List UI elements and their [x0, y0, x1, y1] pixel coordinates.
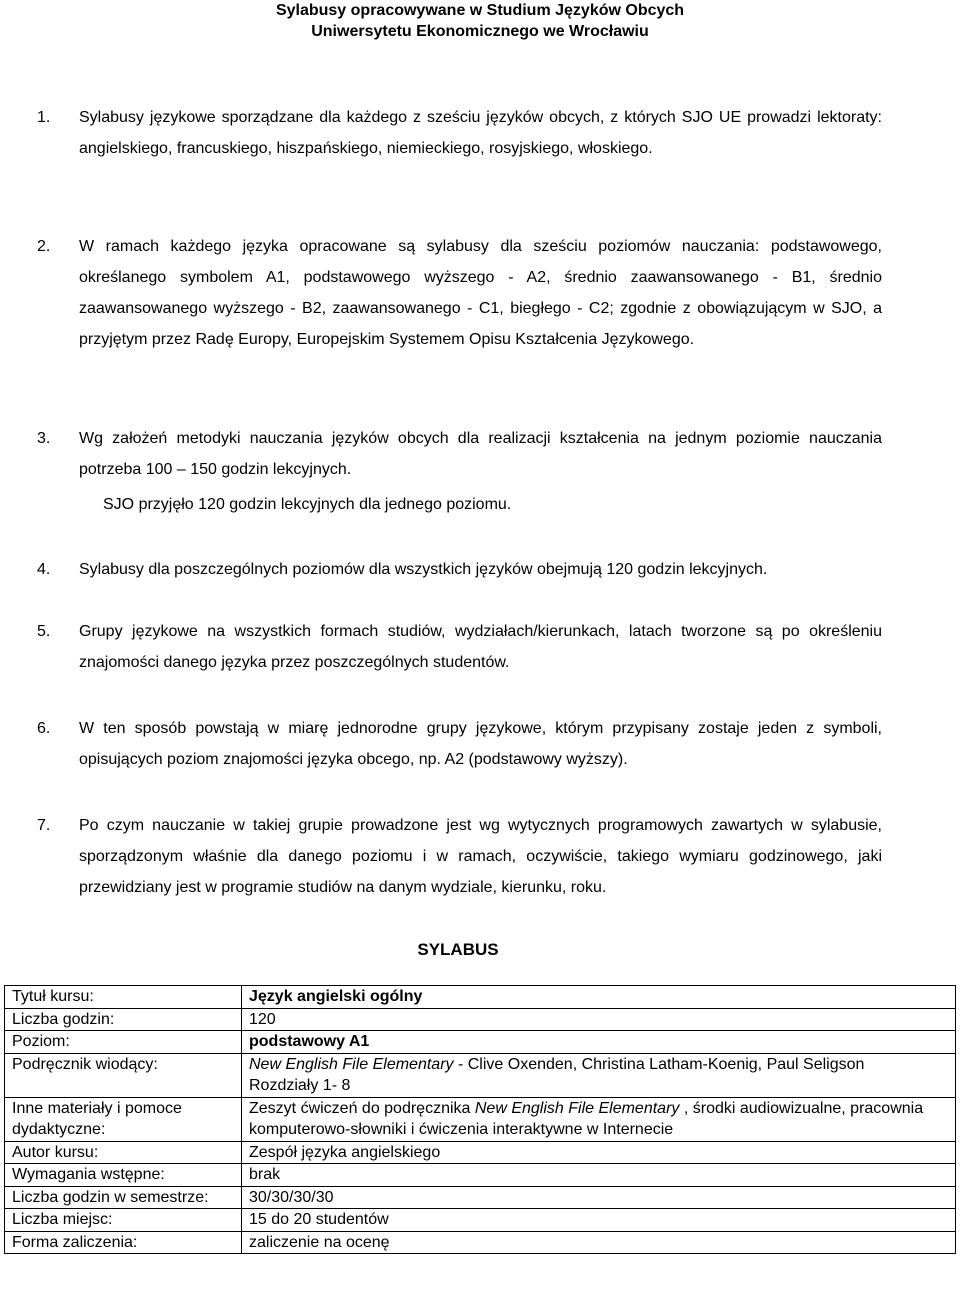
table-row — [5, 1186, 956, 1209]
sylabus-title: SYLABUS — [417, 940, 499, 959]
item-text: Grupy językowe na wszystkich formach studiów, wydziałach/kierunkach, latach tworzone są po określeniu znajomości danego języka przez poszczególnych studentów. — [79, 623, 882, 671]
table-row — [5, 1053, 956, 1097]
header-line-1: Sylabusy opracowywane w Studium Języków Obcych — [275, 2, 685, 19]
item-text: Po czym nauczanie w takiej grupie prowadzone jest wg wytycznych programowych zawartych w sylabusie, sporządzonym właśnie dla danego poziomu i w ramach, oczywiście, takiego wymiaru godzinowego, jaki przewidziany jest w programie studiów na danym wydziale, kierunku, roku. — [79, 817, 882, 896]
row-label: Forma zaliczenia: — [5, 1231, 242, 1254]
materials-title: New English File Elementary — [474, 1099, 680, 1117]
item-extra-text: SJO przyjęło 120 godzin lekcyjnych dla jednego poziomu. — [103, 496, 512, 513]
item-number: 4. — [37, 561, 51, 578]
row-label: Liczba godzin w semestrze: — [5, 1186, 242, 1209]
item-text: Sylabusy dla poszczególnych poziomów dla wszystkich języków obejmują 120 godzin lekcyjnych. — [79, 561, 768, 578]
materials-post: , środki audiowizualne, pracownia komputerowo-słowniki i ćwiczenia interaktywne w Internecie — [249, 1099, 924, 1138]
table-row — [5, 1031, 956, 1054]
row-label: Tytuł kursu: — [5, 986, 242, 1009]
row-label: Wymagania wstępne: — [5, 1164, 242, 1187]
row-value — [242, 1053, 956, 1097]
row-label: Autor kursu: — [5, 1141, 242, 1164]
header-line-2: Uniwersytetu Ekonomicznego we Wrocławiu — [311, 23, 649, 40]
item-text: Sylabusy językowe sporządzane dla każdego z sześciu języków obcych, z których SJO UE prowadzi lektoraty: angielskiego, francuskiego, hiszpańskiego, niemieckiego, rosyjskiego, włoskiego. — [79, 109, 882, 157]
row-value: Język angielski ogólny — [242, 986, 956, 1009]
row-label: Inne materiały i pomoce dydaktyczne: — [5, 1097, 242, 1141]
table-row — [5, 1008, 956, 1031]
item-number: 6. — [37, 720, 51, 737]
sylabus-table — [4, 985, 956, 1254]
item-number: 1. — [37, 109, 51, 126]
textbook-title: New English File Elementary — [249, 1055, 454, 1073]
row-value: 30/30/30/30 — [242, 1186, 956, 1209]
row-label: Poziom: — [5, 1031, 242, 1054]
item-number: 2. — [37, 238, 51, 255]
row-value: podstawowy A1 — [242, 1031, 956, 1054]
row-value — [242, 1097, 956, 1141]
row-value: zaliczenie na ocenę — [242, 1231, 956, 1254]
textbook-line — [249, 1054, 955, 1076]
row-label: Liczba miejsc: — [5, 1209, 242, 1232]
row-value: 120 — [242, 1008, 956, 1031]
table-row — [5, 1141, 956, 1164]
row-label: Podręcznik wiodący: — [5, 1053, 242, 1097]
row-label: Liczba godzin: — [5, 1008, 242, 1031]
item-text: W ramach każdego języka opracowane są sylabusy dla sześciu poziomów nauczania: podstawowego, określanego symbolem A1, podstawowego wyższego - A2, średnio zaawansowanego - B1, średnio zaawansowanego wyższego - B2, zaawansowanego - C1, biegłego - C2; zgodnie z obowiązującym w SJO, a przyjętym przez Radę Europy, Europejskim Systemem Opisu Kształcenia Językowego. — [79, 238, 882, 348]
textbook-authors: - Clive Oxenden, Christina Latham-Koenig, Paul Seligson — [453, 1055, 865, 1073]
table-row — [5, 1097, 956, 1141]
item-text: W ten sposób powstają w miarę jednorodne grupy językowe, którym przypisany zostaje jeden z symboli, opisujących poziom znajomości języka obcego, np. A2 (podstawowy wyższy). — [79, 720, 882, 768]
table-row — [5, 1231, 956, 1254]
item-number: 5. — [37, 623, 51, 640]
table-row — [5, 1209, 956, 1232]
row-value: Zespół języka angielskiego — [242, 1141, 956, 1164]
item-number: 3. — [37, 430, 51, 447]
item-number: 7. — [37, 817, 51, 834]
item-text: Wg założeń metodyki nauczania języków obcych dla realizacji kształcenia na jednym poziomie nauczania potrzeba 100 – 150 godzin lekcyjnych. — [79, 430, 882, 478]
materials-pre: Zeszyt ćwiczeń do podręcznika — [249, 1099, 475, 1117]
textbook-chapters: Rozdziały 1- 8 — [249, 1077, 351, 1094]
row-value: 15 do 20 studentów — [242, 1209, 956, 1232]
row-value: brak — [242, 1164, 956, 1187]
table-row — [5, 1164, 956, 1187]
table-row — [5, 986, 956, 1009]
